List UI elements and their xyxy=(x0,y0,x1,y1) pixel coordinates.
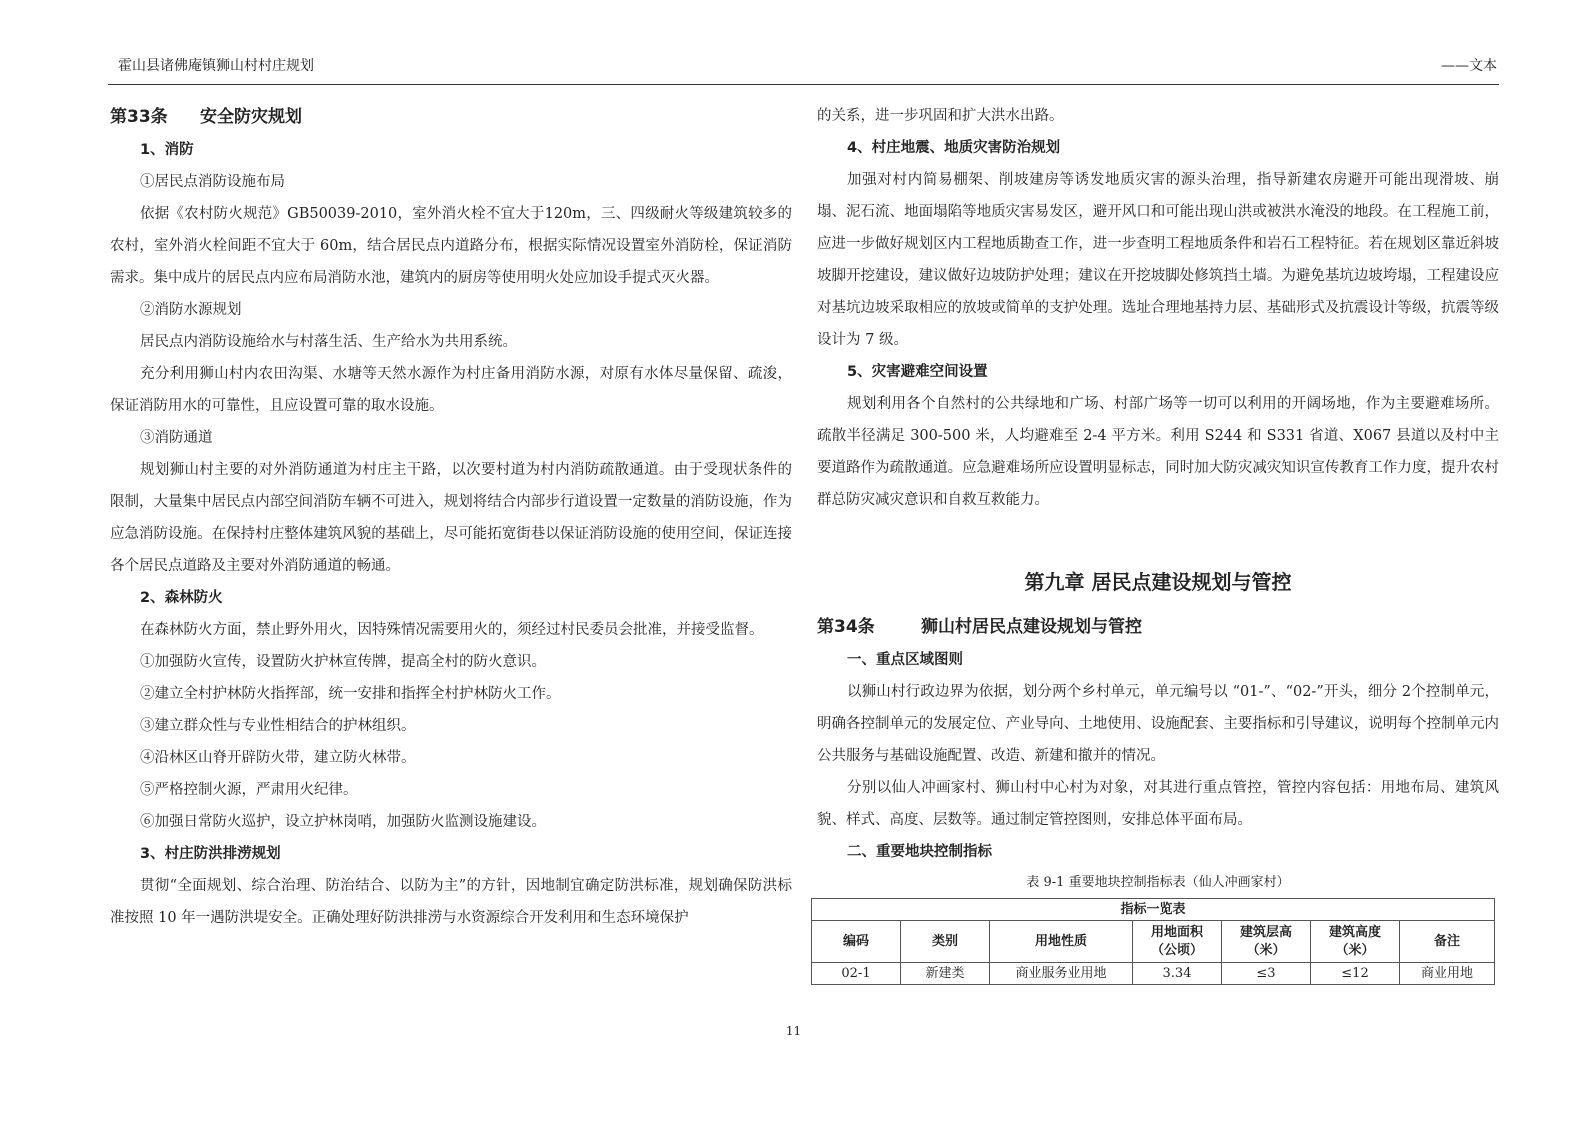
paragraph-continuation: 的关系，进一步巩固和扩大洪水出路。 xyxy=(817,108,1064,124)
subsection-fire-facilities: ①居民点消防设施布局 xyxy=(140,174,285,190)
subsection-fire-access: ③消防通道 xyxy=(140,430,213,446)
table-cell: 商业服务业用地 xyxy=(990,963,1133,985)
paragraph: 分别以仙人冲画家村、狮山村中心村为对象，对其进行重点管控，管控内容包括：用地布局、建筑风貌、样式、高度、层数等。通过制定管控图则，安排总体平面布局。 xyxy=(817,780,1499,828)
header-doc-type: ——文本 xyxy=(1441,58,1497,74)
paragraph: 在森林防火方面，禁止野外用火，因特殊情况需要用火的，须经过村民委员会批准，并接受监督。 xyxy=(140,622,764,638)
header-cell: 建筑高度 （米） xyxy=(1311,921,1400,963)
list-item: ②建立全村护林防火指挥部，统一安排和指挥全村护林防火工作。 xyxy=(140,686,561,702)
article-title: 狮山村居民点建设规划与管控 xyxy=(921,617,1142,637)
header-cell: 用地性质 xyxy=(990,921,1133,963)
table-cell: 商业用地 xyxy=(1400,963,1495,985)
page-number: 11 xyxy=(785,1024,802,1038)
right-column xyxy=(817,100,1499,985)
left-column xyxy=(110,100,792,934)
list-item: ⑤严格控制火源，严肃用火纪律。 xyxy=(140,782,358,798)
header-title: 霍山县诸佛庵镇狮山村村庄规划 xyxy=(118,58,314,74)
paragraph: 充分利用狮山村内农田沟渠、水塘等天然水源作为村庄备用消防水源，对原有水体尽量保留、疏浚，保证消防用水的可靠性，且应设置可靠的取水设施。 xyxy=(110,366,792,414)
table-cell: 新建类 xyxy=(901,963,990,985)
paragraph: 规划狮山村主要的对外消防通道为村庄主干路，以次要村道为村内消防疏散通道。由于受现状条件的限制，大量集中居民点内部空间消防车辆不可进入，规划将结合内部步行道设置一定数量的消防设施，作为应急消防设施。在保持村庄整体建筑风貌的基础上，尽可能拓宽街巷以保证消防设施的使用空间，保证连接各个居民点道路及主要对外消防通道的畅通。 xyxy=(110,462,792,574)
header-cell: 编码 xyxy=(812,921,901,963)
spacer xyxy=(817,516,1499,562)
spacer xyxy=(817,602,1499,610)
subsection-water-source: ②消防水源规划 xyxy=(140,302,242,318)
section-heading-key-areas: 一、重点区域图则 xyxy=(847,652,963,668)
paragraph: 贯彻“全面规划、综合治理、防治结合、以防为主”的方针，因地制宜确定防洪标准，规划确保防洪标准按照 10 年一遇防洪堤安全。正确处理好防洪排涝与水资源综合开发利用和生态环境保护 xyxy=(110,878,792,926)
header-cell: 建筑层高 （米） xyxy=(1222,921,1311,963)
paragraph: 加强对村内简易棚架、削坡建房等诱发地质灾害的源头治理，指导新建农房避开可能出现滑坡、崩塌、泥石流、地面塌陷等地质灾害易发区，避开风口和可能出现山洪或被洪水淹没的地段。在工程施工前，应进一步做好规划区内工程地质勘查工作，进一步查明工程地质条件和岩石工程特征。若在规划区靠近斜坡坡脚开挖建设，建议做好边坡防护处理；建议在开挖坡脚处修筑挡土墙。为避免基坑边坡垮塌，工程建设应对基坑边坡采取相应的放坡或简单的支护处理。选址合理地基持力层、基础形式及抗震设计等级，抗震等级设计为 7 级。 xyxy=(817,172,1499,348)
paragraph: 居民点内消防设施给水与村落生活、生产给水为共用系统。 xyxy=(140,334,517,350)
paragraph: 规划利用各个自然村的公共绿地和广场、村部广场等一切可以利用的开阔场地，作为主要避难场所。疏散半径满足 300-500 米，人均避难至 2-4 平方米。利用 S244 和 S331 省道、X067 县道以及村中主要道路作为疏散通道。应急避难场所应设置明显标志，同时加大防灾减灾知识宣传教育工作力度，提升农村群总防灾减灾意识和自救互救能力。 xyxy=(817,396,1499,508)
list-item: ④沿林区山脊开辟防火带，建立防火林带。 xyxy=(140,750,416,766)
header-cell: 备注 xyxy=(1400,921,1495,963)
article-34-heading xyxy=(817,610,1499,644)
table-cell: 02-1 xyxy=(812,963,901,985)
section-heading-indicators: 二、重要地块控制指标 xyxy=(847,844,992,860)
section-heading-flood: 3、村庄防洪排涝规划 xyxy=(140,846,281,862)
list-item: ①加强防火宣传，设置防火护林宣传牌，提高全村的防火意识。 xyxy=(140,654,546,670)
section-heading-forest-fire: 2、森林防火 xyxy=(140,590,223,606)
table-cell: ≤3 xyxy=(1222,963,1311,985)
chapter-heading: 第九章 居民点建设规划与管控 xyxy=(1024,570,1292,594)
article-number: 第33条 xyxy=(110,107,168,127)
section-heading-earthquake: 4、村庄地震、地质灾害防治规划 xyxy=(847,140,1061,156)
table-cell: 3.34 xyxy=(1133,963,1222,985)
header-rule xyxy=(108,84,1499,85)
list-item: ③建立群众性与专业性相结合的护林组织。 xyxy=(140,718,416,734)
article-33-heading xyxy=(110,100,792,134)
article-number: 第34条 xyxy=(817,617,875,637)
header-cell: 类别 xyxy=(901,921,990,963)
table-header-row xyxy=(812,921,1495,963)
section-heading-fire: 1、消防 xyxy=(140,142,194,158)
indicator-table xyxy=(811,898,1495,985)
table-cell: ≤12 xyxy=(1311,963,1400,985)
list-item: ⑥加强日常防火巡护，设立护林岗哨，加强防火监测设施建设。 xyxy=(140,814,546,830)
header-cell: 用地面积 （公顷） xyxy=(1133,921,1222,963)
article-title: 安全防灾规划 xyxy=(200,107,302,127)
table-row xyxy=(812,963,1495,985)
paragraph: 依据《农村防火规范》GB50039-2010，室外消火栓不宜大于120m，三、四级耐火等级建筑较多的农村，室外消火栓间距不宜大于 60m，结合居民点内道路分布，根据实际情况设置室外消防栓，保证消防需求。集中成片的居民点内应布局消防水池，建筑内的厨房等使用明火处应加设手提式灭火器。 xyxy=(110,206,792,286)
paragraph: 以狮山村行政边界为依据，划分两个乡村单元，单元编号以 “01-”、“02-”开头，细分 2个控制单元，明确各控制单元的发展定位、产业导向、土地使用、设施配套、主要指标和引导建议，说明每个控制单元内公共服务与基础设施配置、改造、新建和撤并的情况。 xyxy=(817,684,1499,764)
section-heading-shelter: 5、灾害避难空间设置 xyxy=(847,364,988,380)
table-title: 指标一览表 xyxy=(812,899,1495,921)
table-title-row xyxy=(812,899,1495,921)
table-caption: 表 9-1 重要地块控制指标表（仙人冲画家村） xyxy=(1026,875,1290,890)
